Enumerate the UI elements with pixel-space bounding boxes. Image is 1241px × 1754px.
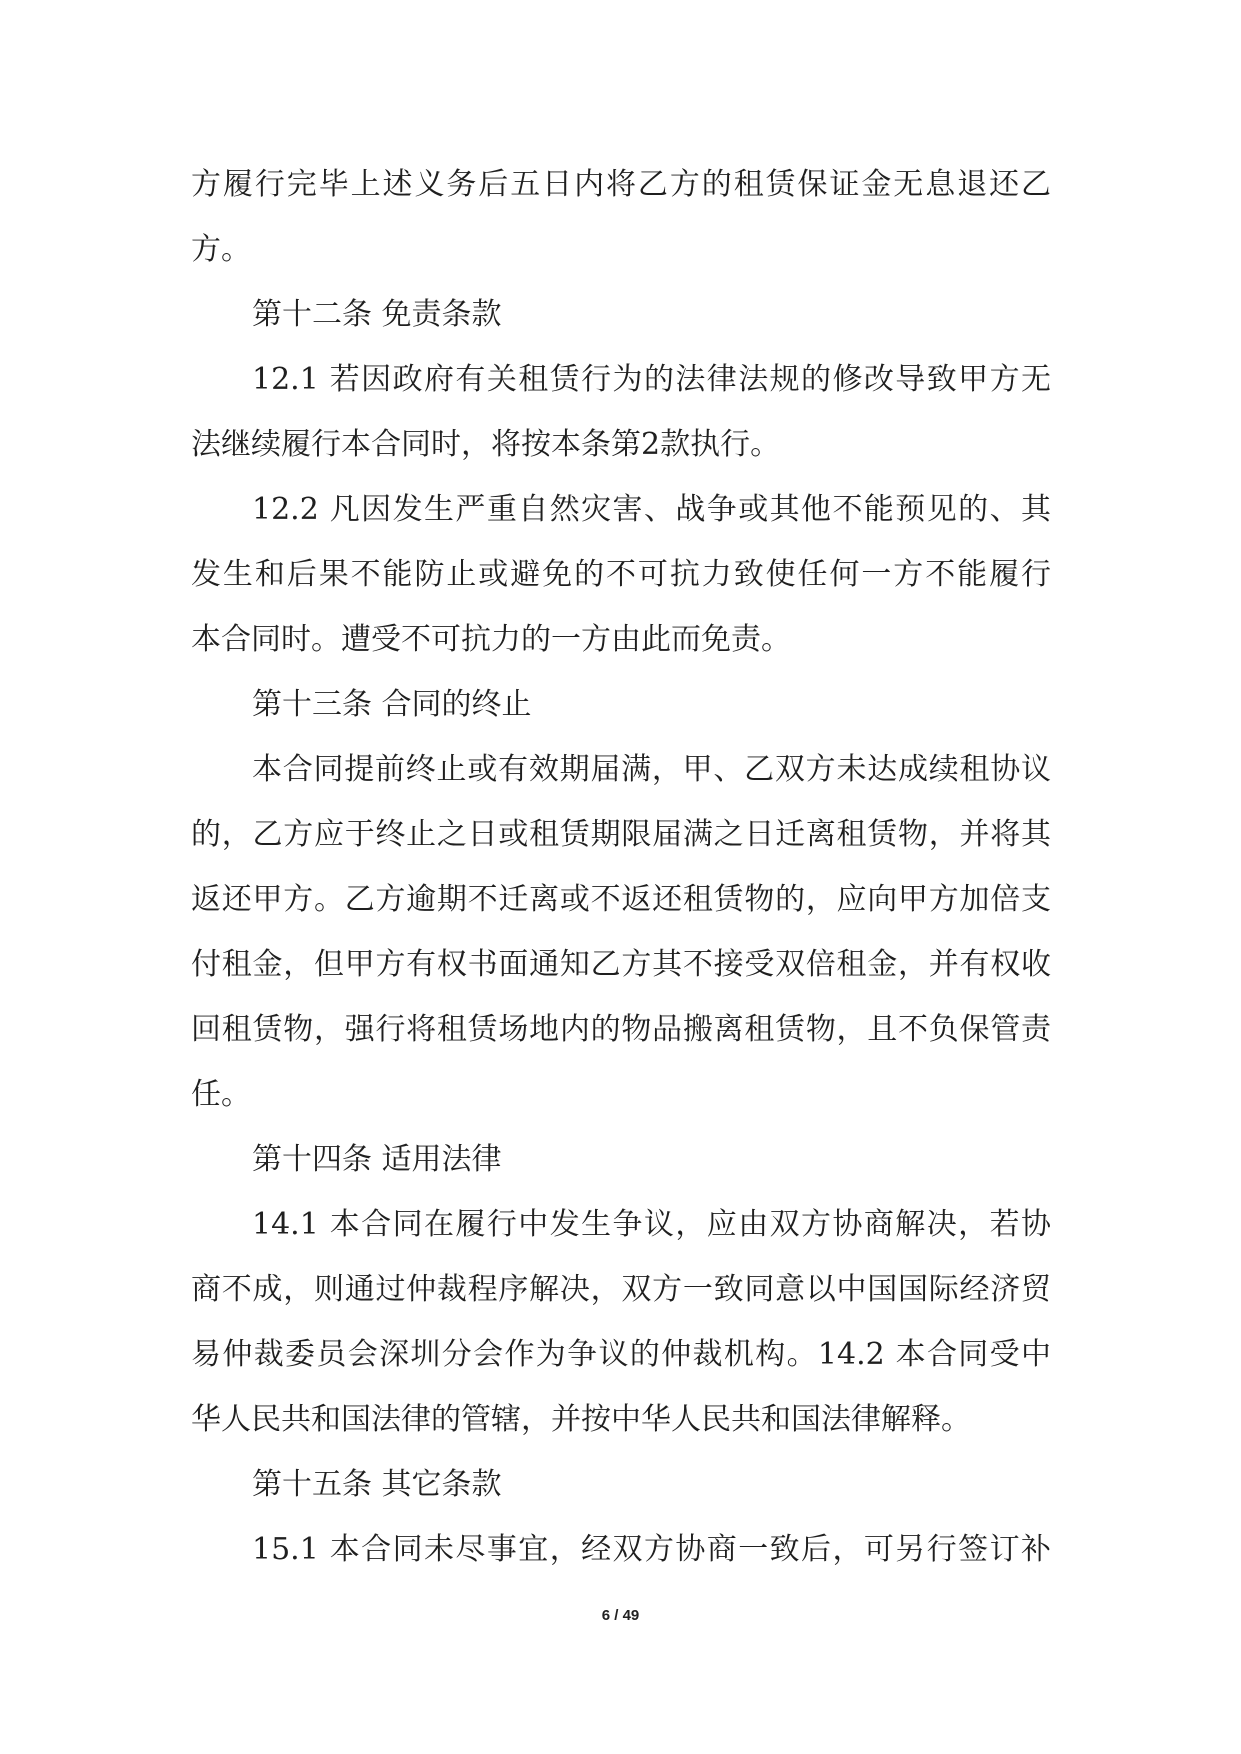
text-line: 15.1 本合同未尽事宜，经双方协商一致后，可另行签订补	[252, 1532, 1051, 1567]
section-heading: 第十二条 免责条款	[252, 297, 502, 332]
section-heading: 第十四条 适用法律	[252, 1142, 502, 1177]
text-line: 易仲裁委员会深圳分会作为争议的仲裁机构。14.2 本合同受中	[191, 1337, 1051, 1372]
text-line: 任。	[191, 1077, 251, 1112]
text-line: 商不成，则通过仲裁程序解决，双方一致同意以中国国际经济贸	[191, 1272, 1051, 1307]
text-line: 法继续履行本合同时，将按本条第2款执行。	[191, 427, 781, 462]
text-line: 方履行完毕上述义务后五日内将乙方的租赁保证金无息退还乙	[191, 167, 1051, 202]
section-heading: 第十三条 合同的终止	[252, 687, 532, 722]
section-heading: 第十五条 其它条款	[252, 1467, 502, 1502]
text-line: 本合同时。遭受不可抗力的一方由此而免责。	[191, 622, 791, 657]
text-line: 回租赁物，强行将租赁场地内的物品搬离租赁物，且不负保管责	[191, 1012, 1051, 1047]
text-line: 14.1 本合同在履行中发生争议，应由双方协商解决，若协	[252, 1207, 1051, 1242]
page-number: 6 / 49	[601, 1607, 640, 1624]
text-line: 华人民共和国法律的管辖，并按中华人民共和国法律解释。	[191, 1402, 971, 1437]
text-line: 付租金，但甲方有权书面通知乙方其不接受双倍租金，并有权收	[191, 947, 1051, 982]
text-line: 12.2 凡因发生严重自然灾害、战争或其他不能预见的、其	[252, 492, 1051, 527]
text-line: 发生和后果不能防止或避免的不可抗力致使任何一方不能履行	[191, 557, 1051, 592]
text-line: 的，乙方应于终止之日或租赁期限届满之日迁离租赁物，并将其	[191, 817, 1051, 852]
text-line: 本合同提前终止或有效期届满，甲、乙双方未达成续租协议	[252, 752, 1051, 787]
text-line: 返还甲方。乙方逾期不迁离或不返还租赁物的，应向甲方加倍支	[191, 882, 1051, 917]
text-line: 方。	[191, 232, 251, 267]
text-line: 12.1 若因政府有关租赁行为的法律法规的修改导致甲方无	[252, 362, 1051, 397]
